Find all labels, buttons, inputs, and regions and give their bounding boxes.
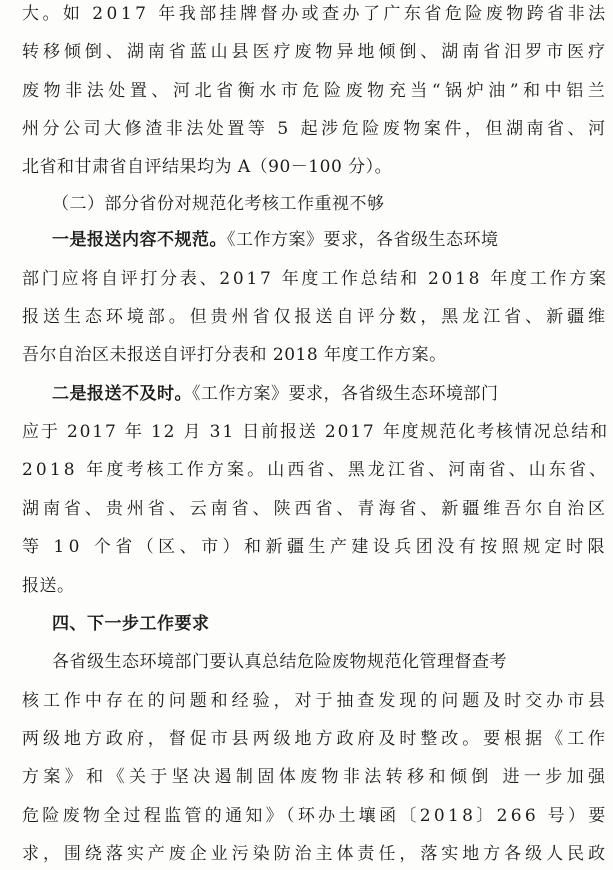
text-line: 废物非法处置、河北省衡水市危险废物充当“锅炉油”和中铝兰 [22, 80, 610, 101]
text-line: 部门应将自评打分表、2017 年度工作总结和 2018 年度工作方案 [22, 268, 609, 289]
text-line: 各省级生态环境部门要认真总结危险废物规范化管理督查考 [52, 652, 507, 673]
text-line: 方案》和《关于坚决遏制固体废物非法转移和倾倒 进一步加强 [22, 767, 610, 788]
text-line: 报送。 [22, 575, 75, 596]
text-line: 应于 2017 年 12 月 31 日前报送 2017 年度规范化考核情况总结和 [22, 422, 610, 443]
text-line: 核工作中存在的问题和经验，对于抽查发现的问题及时交办市县 [22, 690, 609, 711]
text-line: 北省和甘肃省自评结果均为 A（90－100 分）。 [22, 157, 393, 178]
section-heading: 四、下一步工作要求 [52, 613, 210, 634]
text-line: 危险废物全过程监管的通知》（环办土壤函〔2018〕266 号）要 [22, 805, 609, 826]
text-line: 转移倾倒、湖南省蓝山县医疗废物异地倾倒、湖南省汨罗市医疗 [22, 42, 609, 63]
text-line: 一是报送内容不规范。《工作方案》要求，各省级生态环境 [52, 230, 499, 251]
text-line: 州分公司大修渣非法处置等 5 起涉危险废物案件，但湖南省、河 [22, 119, 609, 140]
text-line: 2018 年度考核工作方案。山西省、黑龙江省、河南省、山东省、 [22, 460, 610, 481]
text-line: 吾尔自治区未报送自评打分表和 2018 年度工作方案。 [22, 345, 447, 366]
text-line: 求，围绕落实产废企业污染防治主体责任，落实地方各级人民政 [22, 844, 609, 864]
text-line: 大。如 2017 年我部挂牌督办或查办了广东省危险废物跨省非法 [22, 4, 609, 24]
text-line: 等 10 个省（区、市）和新疆生产建设兵团没有按照规定时限 [22, 537, 609, 558]
text-line: 湖南省、贵州省、云南省、陕西省、青海省、新疆维吾尔自治区 [22, 498, 609, 519]
text-line: 报送生态环境部。但贵州省仅报送自评分数，黑龙江省、新疆维 [22, 307, 609, 327]
section-subheading: （二）部分省份对规范化考核工作重视不够 [52, 193, 385, 214]
text-line: 二是报送不及时。《工作方案》要求，各省级生态环境部门 [52, 383, 499, 404]
text-line: 两级地方政府，督促市县两级地方政府及时整改。要根据《工作 [22, 728, 609, 749]
